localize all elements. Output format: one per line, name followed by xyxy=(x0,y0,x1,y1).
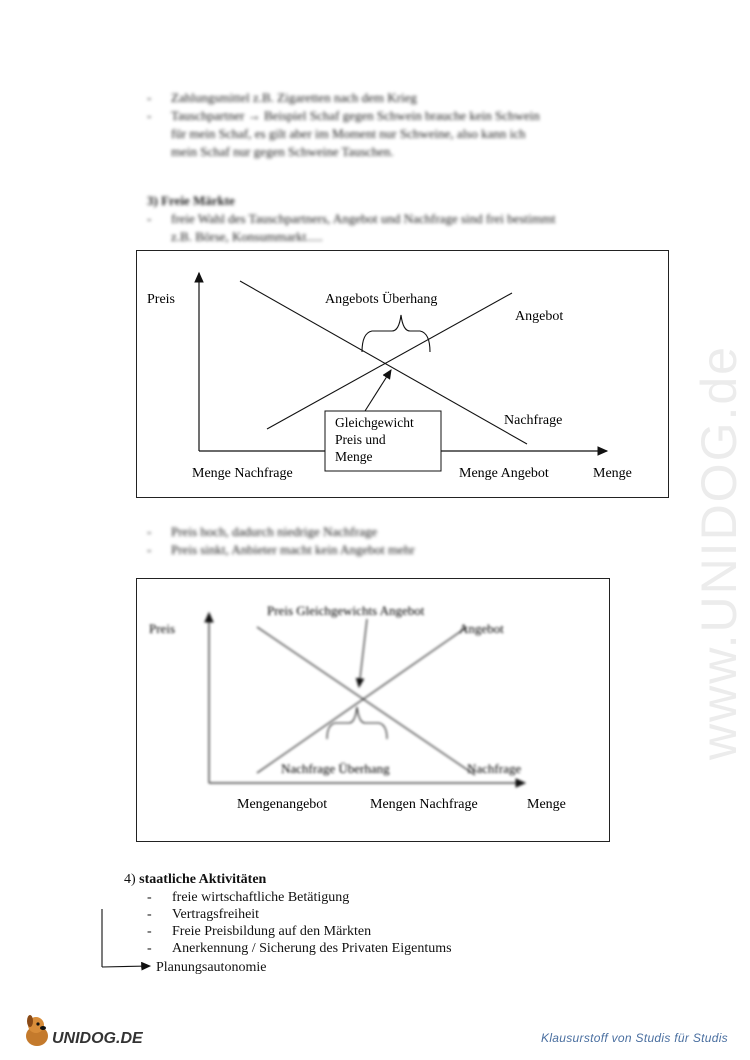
overhang-brace xyxy=(362,315,430,352)
section3-heading: 3) Freie Märkte xyxy=(147,193,235,208)
section4-item-3: Freie Preisbildung auf den Märkten xyxy=(172,924,372,939)
x-left-label: Menge Nachfrage xyxy=(192,466,293,481)
diagram2-blurred-plot xyxy=(149,603,525,783)
supply-label: Angebot xyxy=(459,621,504,636)
y-axis-label: Preis xyxy=(149,621,175,636)
demand-label: Nachfrage xyxy=(504,413,563,428)
x-left-label: Mengenangebot xyxy=(237,797,328,812)
diagram-demand-surplus-svg xyxy=(137,579,609,841)
section4-item-2: Vertragsfreiheit xyxy=(172,907,260,922)
x-right-label: Menge Angebot xyxy=(459,466,549,481)
bracket-arrow-icon xyxy=(96,905,160,975)
section3-bullet: - freie Wahl des Tauschpartners, Angebot und Nachfrage sind frei bestimmt xyxy=(147,211,556,226)
middle-bullet-1: - Preis hoch, dadurch niedrige Nachfrage xyxy=(147,524,378,539)
supply-line xyxy=(267,293,512,429)
section4-heading xyxy=(124,871,266,888)
section4-title: staatliche Aktivitäten xyxy=(139,872,267,887)
section4-item-4: Anerkennung / Sicherung des Privaten Eigentums xyxy=(172,941,452,956)
eq-box-line-1: Gleichgewicht xyxy=(335,415,414,430)
eq-box-line-3: Menge xyxy=(335,449,373,464)
section4-number: 4) xyxy=(124,872,136,887)
intro-bullet-2: - Tauschpartner → Beispiel Schaf gegen Schwein brauche kein Schwein xyxy=(147,108,540,123)
demand-label: Nachfrage xyxy=(467,761,522,776)
footer-tagline: Klausurstoff von Studis für Studis xyxy=(541,1031,728,1045)
x-right-label: Mengen Nachfrage xyxy=(370,797,478,812)
equilibrium-arrow xyxy=(359,619,367,687)
overhang-label: Angebots Überhang xyxy=(325,292,438,307)
intro-bullet-1: - Zahlungsmittel z.B. Zigaretten nach dem Krieg xyxy=(147,90,417,105)
eq-label: Preis Gleichgewichts Angebot xyxy=(267,603,425,618)
section4-arrow-item: Planungsautonomie xyxy=(156,960,267,975)
watermark-text: www.UNIDOG.de xyxy=(691,345,747,760)
eq-box-line-2: Preis und xyxy=(335,432,386,447)
section4-item-1: freie wirtschaftliche Betätigung xyxy=(172,890,350,905)
logo-text: UNIDOG.DE xyxy=(52,1030,143,1047)
x-axis-label: Menge xyxy=(527,797,566,812)
supply-label: Angebot xyxy=(515,309,564,324)
y-axis-label: Preis xyxy=(147,292,175,307)
section3-line-2: z.B. Börse, Konsummarkt..... xyxy=(171,229,323,244)
demand-line xyxy=(257,627,475,775)
middle-bullet-2: - Preis sinkt, Anbieter macht kein Angebot mehr xyxy=(147,542,415,557)
intro-line-4: mein Schaf nur gegen Schweine Tauschen. xyxy=(171,144,394,159)
diagram-supply-surplus-svg xyxy=(137,251,668,497)
equilibrium-arrow xyxy=(365,370,391,411)
overhang-brace xyxy=(327,707,387,739)
dog-logo-icon xyxy=(22,1014,52,1048)
diagram-demand-surplus xyxy=(136,578,610,842)
x-axis-label: Menge xyxy=(593,466,632,481)
diagram-supply-surplus xyxy=(136,250,669,498)
overhang-label: Nachfrage Überhang xyxy=(281,761,390,776)
intro-line-3: für mein Schaf, es gilt aber im Moment nur Schweine, also kann ich xyxy=(171,126,526,141)
